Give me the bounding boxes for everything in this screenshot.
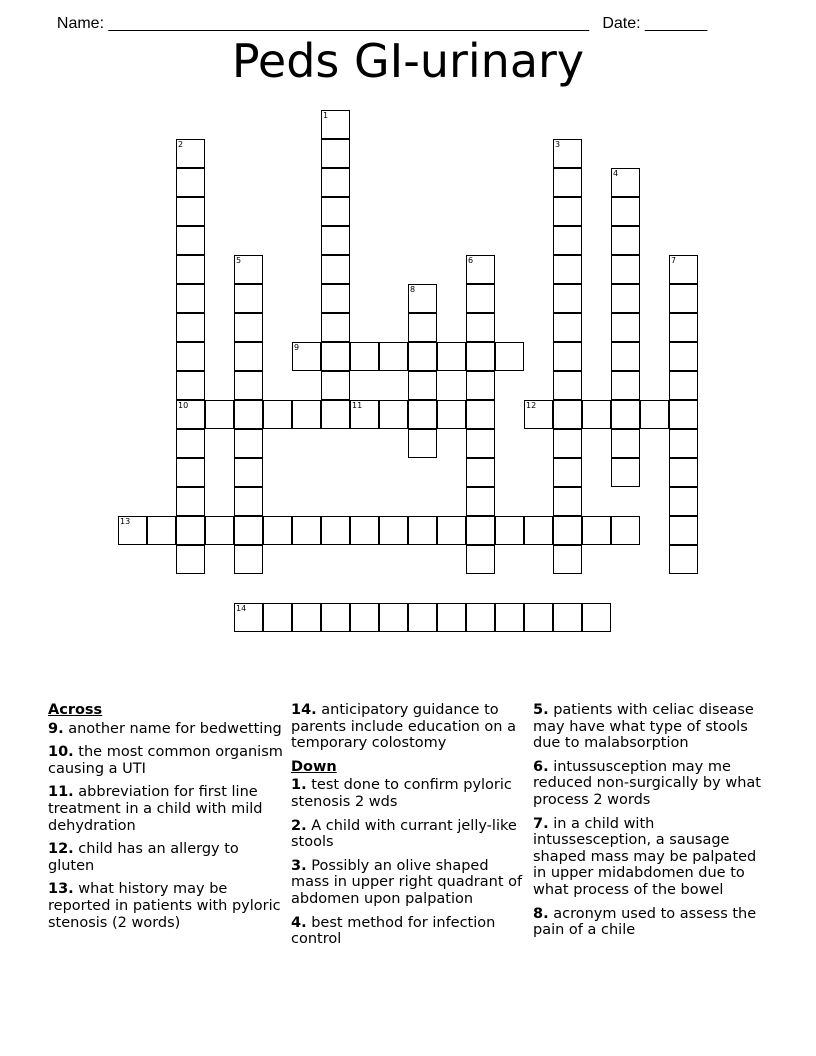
grid-cell[interactable]	[234, 400, 263, 429]
clue-number: 12	[526, 401, 537, 410]
grid-cell[interactable]	[669, 313, 698, 342]
grid-cell[interactable]	[350, 603, 379, 632]
grid-cell[interactable]	[176, 487, 205, 516]
grid-cell[interactable]	[263, 516, 292, 545]
grid-cell[interactable]	[321, 168, 350, 197]
grid-cell[interactable]	[176, 197, 205, 226]
clue-num: 3.	[291, 857, 307, 874]
clue-text: patients with celiac disease may have what type of stools due to malabsorption	[533, 702, 754, 752]
grid-cell[interactable]	[379, 342, 408, 371]
down-clue	[291, 818, 527, 851]
grid-cell[interactable]	[321, 110, 350, 139]
across-clue	[291, 702, 527, 752]
grid-cell[interactable]	[669, 255, 698, 284]
grid-cell[interactable]	[611, 168, 640, 197]
grid-cell[interactable]	[466, 516, 495, 545]
grid-cell[interactable]	[321, 313, 350, 342]
grid-cell[interactable]	[466, 371, 495, 400]
across-heading: Across	[48, 702, 103, 718]
clue-text: Possibly an olive shaped mass in upper right quadrant of abdomen upon palpation	[291, 857, 523, 907]
grid-cell[interactable]	[553, 371, 582, 400]
grid-cell[interactable]	[466, 400, 495, 429]
clue-number: 9	[294, 343, 300, 352]
name-line	[48, 0, 707, 33]
across-clue	[48, 721, 284, 738]
grid-cell[interactable]	[611, 226, 640, 255]
clue-number: 4	[613, 169, 619, 178]
grid-cell[interactable]	[350, 342, 379, 371]
grid-cell[interactable]	[234, 371, 263, 400]
clue-text: A child with currant jelly-like stools	[291, 817, 517, 851]
clue-num: 8.	[533, 905, 549, 922]
grid-cell[interactable]	[553, 516, 582, 545]
grid-cell[interactable]	[408, 603, 437, 632]
grid-cell[interactable]	[437, 603, 466, 632]
grid-cell[interactable]	[118, 516, 147, 545]
grid-cell[interactable]	[234, 458, 263, 487]
grid-cell[interactable]	[466, 342, 495, 371]
clue-num: 9.	[48, 720, 64, 737]
clue-num: 1.	[291, 777, 307, 794]
grid-cell[interactable]	[495, 342, 524, 371]
grid-cell[interactable]	[321, 603, 350, 632]
grid-cell[interactable]	[379, 400, 408, 429]
grid-cell[interactable]	[321, 139, 350, 168]
grid-cell[interactable]	[553, 168, 582, 197]
grid-cell[interactable]	[234, 313, 263, 342]
clue-text: anticipatory guidance to parents include education on a temporary colostomy	[291, 702, 516, 752]
grid-cell[interactable]	[292, 516, 321, 545]
grid-cell[interactable]	[669, 516, 698, 545]
grid-cell[interactable]	[669, 371, 698, 400]
grid-cell[interactable]	[466, 313, 495, 342]
grid-cell[interactable]	[379, 603, 408, 632]
grid-cell[interactable]	[321, 342, 350, 371]
grid-cell[interactable]	[553, 197, 582, 226]
clue-text: the most common organism causing a UTI	[48, 744, 283, 777]
grid-cell[interactable]	[176, 400, 205, 429]
grid-cell[interactable]	[205, 400, 234, 429]
clue-text: intussusception may me reduced non-surgically by what process 2 words	[533, 758, 761, 808]
clues-column-3	[533, 702, 769, 946]
down-clue	[291, 915, 527, 948]
across-clue	[48, 744, 284, 777]
grid-cell[interactable]	[669, 429, 698, 458]
grid-cell[interactable]	[234, 487, 263, 516]
clue-number: 10	[178, 401, 189, 410]
grid-cell[interactable]	[176, 371, 205, 400]
grid-cell[interactable]	[553, 458, 582, 487]
grid-cell[interactable]	[611, 284, 640, 313]
grid-cell[interactable]	[640, 400, 669, 429]
clue-text: test done to confirm pyloric stenosis 2 wds	[291, 777, 512, 810]
grid-cell[interactable]	[611, 313, 640, 342]
grid-cell[interactable]	[611, 342, 640, 371]
grid-cell[interactable]	[466, 487, 495, 516]
grid-cell[interactable]	[582, 516, 611, 545]
grid-cell[interactable]	[611, 458, 640, 487]
grid-cell[interactable]	[553, 284, 582, 313]
grid-cell[interactable]	[350, 400, 379, 429]
grid-cell[interactable]	[263, 603, 292, 632]
grid-cell[interactable]	[408, 516, 437, 545]
grid-cell[interactable]	[350, 516, 379, 545]
name-field: Name: ______________________________________________________	[56, 15, 589, 32]
grid-cell[interactable]	[292, 400, 321, 429]
grid-cell[interactable]	[321, 371, 350, 400]
grid-cell[interactable]	[321, 284, 350, 313]
grid-cell[interactable]	[234, 429, 263, 458]
down-clue	[533, 816, 769, 899]
grid-cell[interactable]	[234, 545, 263, 574]
grid-cell[interactable]	[611, 516, 640, 545]
clue-num: 13.	[48, 881, 74, 898]
down-heading: Down	[291, 758, 337, 775]
clue-text: another name for bedwetting	[63, 720, 282, 737]
grid-cell[interactable]	[553, 400, 582, 429]
grid-cell[interactable]	[611, 400, 640, 429]
grid-cell[interactable]	[176, 168, 205, 197]
grid-cell[interactable]	[466, 284, 495, 313]
clue-number: 13	[120, 517, 131, 526]
grid-cell[interactable]	[176, 139, 205, 168]
clue-num: 7.	[533, 815, 549, 832]
clue-text: in a child with intussesception, a sausage shaped mass may be palpated in upper midabdomen due to what process of the bowel	[533, 815, 757, 898]
grid-cell[interactable]	[553, 255, 582, 284]
clue-number: 1	[323, 111, 329, 120]
clue-text: acronym used to assess the pain of a chile	[533, 905, 757, 939]
down-clue	[533, 702, 769, 752]
grid-cell[interactable]	[466, 458, 495, 487]
grid-cell[interactable]	[466, 603, 495, 632]
clue-num: 10.	[48, 744, 74, 761]
grid-cell[interactable]	[176, 429, 205, 458]
grid-cell[interactable]	[524, 516, 553, 545]
clue-num: 12.	[48, 841, 74, 858]
grid-cell[interactable]	[611, 197, 640, 226]
clue-number: 11	[352, 401, 363, 410]
grid-cell[interactable]	[176, 255, 205, 284]
grid-cell[interactable]	[408, 400, 437, 429]
clue-number: 6	[468, 256, 474, 265]
clue-number: 14	[236, 604, 247, 613]
grid-cell[interactable]	[553, 342, 582, 371]
clue-number: 3	[555, 140, 561, 149]
grid-cell[interactable]	[408, 371, 437, 400]
down-clue	[533, 759, 769, 809]
grid-cell[interactable]	[437, 516, 466, 545]
clue-num: 5.	[533, 702, 549, 718]
grid-cell[interactable]	[669, 458, 698, 487]
grid-cell[interactable]	[669, 284, 698, 313]
grid-cell[interactable]	[495, 516, 524, 545]
grid-cell[interactable]	[582, 603, 611, 632]
clue-num: 14.	[291, 702, 317, 718]
clue-num: 11.	[48, 784, 74, 801]
grid-cell[interactable]	[321, 400, 350, 429]
grid-cell[interactable]	[176, 313, 205, 342]
down-clue	[533, 906, 769, 939]
grid-cell[interactable]	[176, 226, 205, 255]
clue-text: best method for infection control	[291, 914, 496, 948]
grid-cell[interactable]	[669, 545, 698, 574]
grid-cell[interactable]	[553, 603, 582, 632]
grid-cell[interactable]	[611, 429, 640, 458]
down-clue	[291, 858, 527, 908]
grid-cell[interactable]	[321, 226, 350, 255]
grid-cell[interactable]	[176, 545, 205, 574]
grid-cell[interactable]	[292, 603, 321, 632]
clue-num: 2.	[291, 817, 307, 834]
grid-cell[interactable]	[524, 400, 553, 429]
grid-cell[interactable]	[437, 342, 466, 371]
grid-cell[interactable]	[379, 516, 408, 545]
grid-cell[interactable]	[205, 516, 234, 545]
grid-cell[interactable]	[553, 139, 582, 168]
grid-cell[interactable]	[147, 516, 176, 545]
grid-cell[interactable]	[321, 255, 350, 284]
grid-cell[interactable]	[553, 313, 582, 342]
grid-cell[interactable]	[176, 516, 205, 545]
across-clue	[48, 881, 284, 931]
grid-cell[interactable]	[234, 284, 263, 313]
date-field: Date: _______	[602, 15, 708, 32]
grid-cell[interactable]	[495, 603, 524, 632]
clue-number: 2	[178, 140, 184, 149]
grid-cell[interactable]	[234, 255, 263, 284]
grid-cell[interactable]	[553, 487, 582, 516]
clue-num: 4.	[291, 914, 307, 931]
grid-cell[interactable]	[408, 313, 437, 342]
grid-cell[interactable]	[321, 516, 350, 545]
grid-cell[interactable]	[553, 226, 582, 255]
grid-cell[interactable]	[669, 342, 698, 371]
clue-num: 6.	[533, 758, 549, 775]
across-clue	[48, 784, 284, 834]
clue-number: 5	[236, 256, 242, 265]
clue-text: what history may be reported in patients with pyloric stenosis (2 words)	[48, 881, 281, 931]
grid-cell[interactable]	[176, 284, 205, 313]
grid-cell[interactable]	[611, 371, 640, 400]
grid-cell[interactable]	[408, 284, 437, 313]
clue-text: child has an allergy to gluten	[48, 841, 239, 874]
grid-cell[interactable]	[466, 545, 495, 574]
clues-column-1	[48, 702, 284, 938]
grid-cell[interactable]	[524, 603, 553, 632]
clue-number: 8	[410, 285, 416, 294]
grid-cell[interactable]	[176, 342, 205, 371]
grid-cell[interactable]	[553, 545, 582, 574]
grid-cell[interactable]	[582, 400, 611, 429]
grid-cell[interactable]	[669, 487, 698, 516]
across-clue	[48, 841, 284, 874]
grid-cell[interactable]	[263, 400, 292, 429]
grid-cell[interactable]	[611, 255, 640, 284]
grid-cell[interactable]	[176, 458, 205, 487]
grid-cell[interactable]	[234, 603, 263, 632]
grid-cell[interactable]	[408, 342, 437, 371]
down-clue	[291, 777, 527, 810]
grid-cell[interactable]	[466, 255, 495, 284]
grid-cell[interactable]	[553, 429, 582, 458]
grid-cell[interactable]	[437, 400, 466, 429]
grid-cell[interactable]	[292, 342, 321, 371]
grid-cell[interactable]	[321, 197, 350, 226]
grid-cell[interactable]	[669, 400, 698, 429]
grid-cell[interactable]	[408, 429, 437, 458]
clues-column-2	[291, 702, 527, 955]
clue-number: 7	[671, 256, 677, 265]
grid-cell[interactable]	[234, 342, 263, 371]
page-title: Peds GI-urinary	[231, 34, 585, 88]
grid-cell[interactable]	[234, 516, 263, 545]
grid-cell[interactable]	[466, 429, 495, 458]
clue-text: abbreviation for first line treatment in a child with mild dehydration	[48, 784, 263, 834]
